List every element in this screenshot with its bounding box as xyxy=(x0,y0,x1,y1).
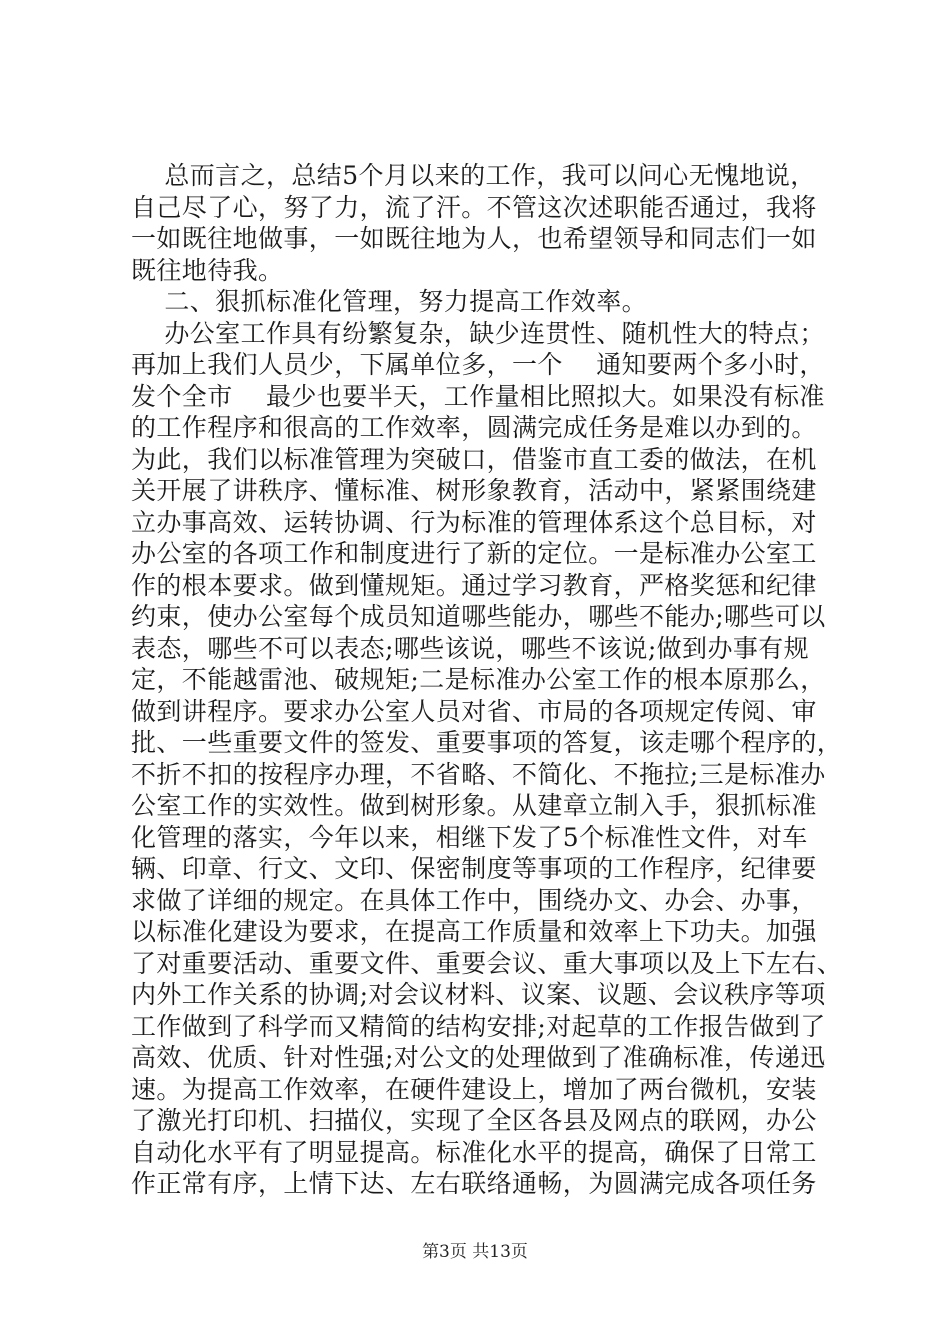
text-line: 为此，我们以标准管理为突破口，借鉴市直工委的做法，在机 xyxy=(131,444,817,474)
text-line: 工作做到了科学而又精简的结构安排;对起草的工作报告做到了 xyxy=(131,1011,826,1041)
text-line: 了对重要活动、重要文件、重要会议、重大事项以及上下左右、 xyxy=(131,948,843,978)
text-line: 辆、印章、行文、文印、保密制度等事项的工作程序，纪律要 xyxy=(131,854,817,883)
text-line: 表态，哪些不可以表态;哪些该说，哪些不该说;做到办事有规 xyxy=(131,633,810,663)
text-line: 关开展了讲秩序、懂标准、树形象教育，活动中，紧紧围绕建 xyxy=(131,476,817,505)
text-line: 一如既往地做事，一如既往地为人，也希望领导和同志们一如 xyxy=(131,224,817,253)
text-line: 的工作程序和很高的工作效率，圆满完成任务是难以办到的。 xyxy=(131,413,817,442)
text-line: 公室工作的实效性。做到树形象。从建章立制入手，狠抓标准 xyxy=(131,791,817,820)
text-line: 以标准化建设为要求，在提高工作质量和效率上下功夫。加强 xyxy=(131,917,817,946)
text-line: 速。为提高工作效率，在硬件建设上，增加了两台微机，安装 xyxy=(131,1074,817,1104)
text-line: 既往地待我。 xyxy=(131,255,284,285)
text-line: 总而言之，总结5个月以来的工作，我可以问心无愧地说， xyxy=(131,161,816,190)
text-line: 自己尽了心，努了力，流了汗。不管这次述职能否通过，我将 xyxy=(131,192,817,222)
text-line: 办公室工作具有纷繁复杂，缺少连贯性、随机性大的特点； xyxy=(131,318,825,348)
text-line: 办公室的各项工作和制度进行了新的定位。一是标准办公室工 xyxy=(131,539,817,568)
text-line: 再加上我们人员少，下属单位多，一个 通知要两个多小时， xyxy=(131,350,825,379)
text-line: 内外工作关系的协调;对会议材料、议案、议题、会议秩序等项 xyxy=(131,980,826,1009)
text-line: 约束，使办公室每个成员知道哪些能办，哪些不能办;哪些可以 xyxy=(131,602,826,631)
section-heading: 二、狠抓标准化管理，努力提高工作效率。 xyxy=(131,287,647,316)
text-line: 不折不扣的按程序办理，不省略、不简化、不拖拉;三是标准办 xyxy=(131,759,826,789)
text-line: 了激光打印机、扫描仪，实现了全区各县及网点的联网，办公 xyxy=(131,1106,817,1135)
text-line: 求做了详细的规定。在具体工作中，围绕办文、办会、办事， xyxy=(131,885,817,915)
text-line: 立办事高效、运转协调、行为标准的管理体系这个总目标，对 xyxy=(131,507,817,537)
text-line: 化管理的落实，今年以来，相继下发了5个标准性文件，对车 xyxy=(131,822,808,852)
page-number-footer: 第3页 共13页 xyxy=(422,1242,528,1262)
text-line: 发个全市 最少也要半天，工作量相比照拟大。如果没有标准 xyxy=(131,381,825,411)
text-line: 作的根本要求。做到懂规矩。通过学习教育，严格奖惩和纪律 xyxy=(131,570,817,600)
text-line: 高效、优质、针对性强;对公文的处理做到了准确标准，传递迅 xyxy=(131,1043,826,1072)
text-line: 做到讲程序。要求办公室人员对省、市局的各项规定传阅、审 xyxy=(131,696,817,726)
text-line: 作正常有序，上情下达、左右联络通畅，为圆满完成各项任务 xyxy=(131,1169,817,1198)
text-line: 批、一些重要文件的签发、重要事项的答复，该走哪个程序的， xyxy=(131,728,843,757)
text-line: 定，不能越雷池、破规矩;二是标准办公室工作的根本原那么， xyxy=(131,665,826,694)
text-line: 自动化水平有了明显提高。标准化水平的提高，确保了日常工 xyxy=(131,1137,817,1167)
